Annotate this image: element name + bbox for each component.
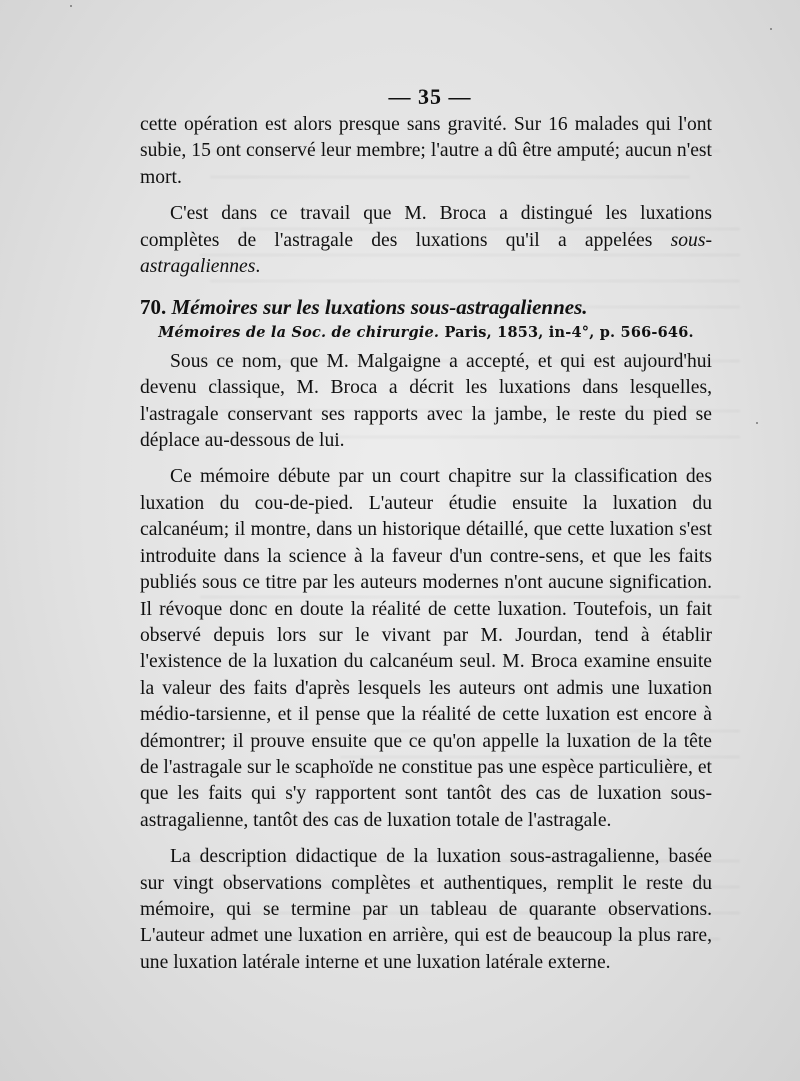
section-title: Mémoires sur les luxations sous-astragaliennes. xyxy=(171,295,588,320)
paragraph-continued: cette opération est alors presque sans gravité. Sur 16 malades qui l'ont subie, 15 ont conservé leur membre; l'autre a dû être amputé; aucun n'est mort. xyxy=(140,114,712,188)
page-number: — 35 — xyxy=(388,84,472,109)
paragraph-definition: Sous ce nom, que M. Malgaigne a accepté, et qui est aujourd'hui devenu classique, M. Broca a décrit les luxations dans lesquelles, l'astragale conservant ses rapports avec la jambe, le reste du pied se déplace au-dessous de lui. xyxy=(140,350,712,452)
bibliographic-reference xyxy=(140,323,712,343)
section-heading xyxy=(140,294,712,320)
paragraph-text: C'est dans ce travail que M. Broca a distingué les luxations complètes de l'astragale des luxations qu'il a appelées xyxy=(140,203,712,251)
italic-term: sous-astragaliennes xyxy=(140,229,712,278)
paper-speck xyxy=(756,422,758,424)
reference-details: Paris, 1853, in-4°, p. 566-646. xyxy=(444,323,694,341)
paragraph-end: . xyxy=(255,256,261,278)
paper-speck xyxy=(70,5,72,7)
section-number: 70. xyxy=(140,295,167,320)
page-body xyxy=(140,112,712,976)
paper-speck xyxy=(770,28,772,30)
reference-title: Mémoires de la Soc. de chirurgie. xyxy=(158,323,440,341)
paragraph-broca-distinction xyxy=(140,201,712,280)
paragraph-description: La description didactique de la luxation sous-astragalienne, basée sur vingt observations complètes et authentiques, remplit le reste du mémoire, qui se termine par un tableau de quarante observations. L'auteur admet une luxation en arrière, qui est de beaucoup la plus rare, une luxation latérale interne et une luxation latérale externe. xyxy=(140,846,712,973)
paragraph-memoir-summary: Ce mémoire débute par un court chapitre sur la classification des luxation du cou-de-pied. L'auteur étudie ensuite la luxation du calcanéum; il montre, dans un historique détaillé, que cette luxation s'est introduite dans la science à la faveur d'un contre-sens, et que les faits publiés sous ce titre par les auteurs modernes n'ont aucune signification. Il révoque donc en doute la réalité de cette luxation. Toutefois, un fait observé depuis lors sur le vivant par M. Jourdan, tend à établir l'existence de la luxation du calcanéum seul. M. Broca examine ensuite la valeur des faits d'après lesquels les auteurs ont admis une luxation médio-tarsienne, et il pense que la réalité de cette luxation est encore à démontrer; il prouve ensuite que ce qu'on appelle la luxation de la tête de l'astragale sur le scaphoïde ne constitue pas une espèce particulière, et que les faits qui s'y rapportent sont tantôt des cas de luxation sous-astragalienne, tantôt des cas de luxation totale de l'astragale. xyxy=(140,466,712,831)
